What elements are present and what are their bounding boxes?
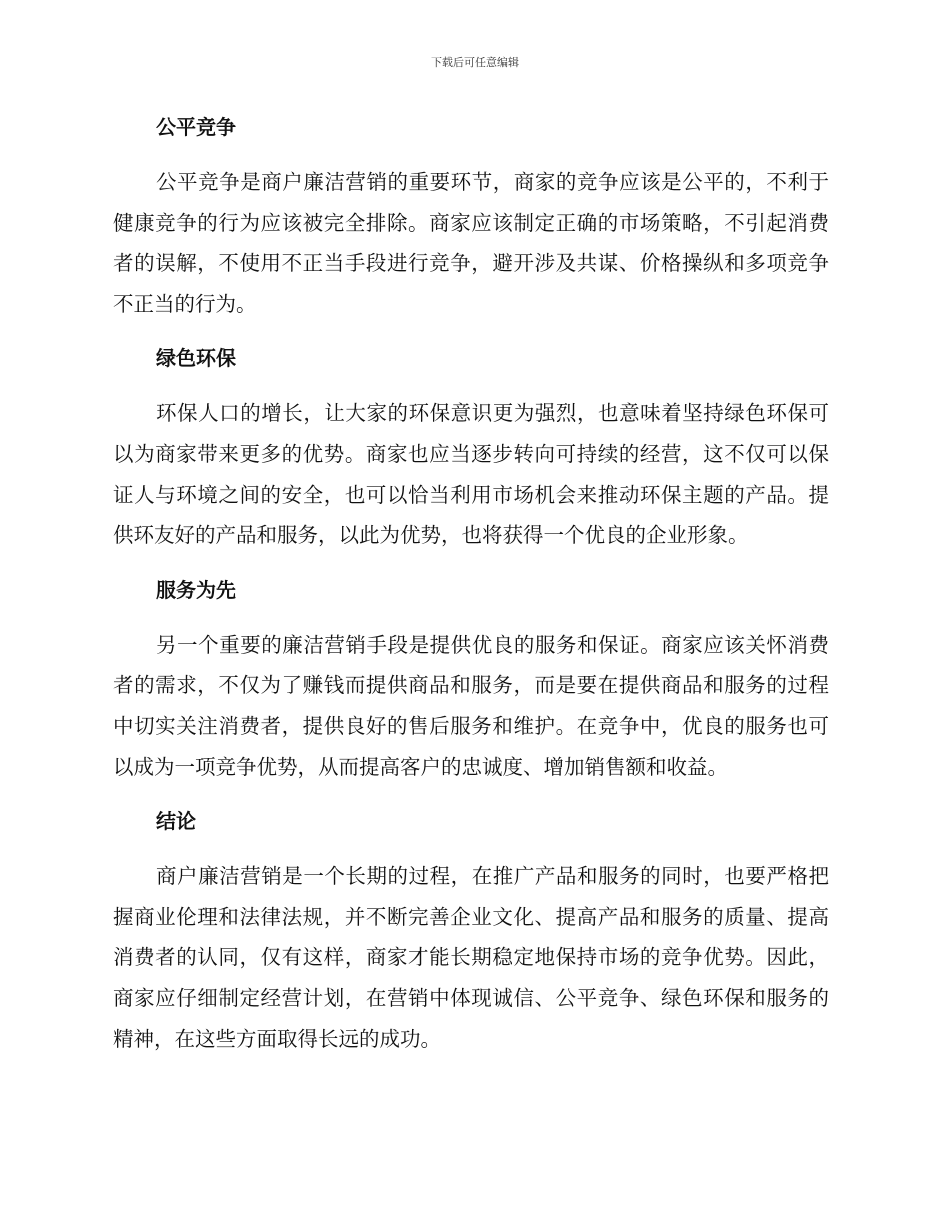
section-heading-service-first: 服务为先 — [156, 577, 236, 602]
section-heading-conclusion: 结论 — [156, 809, 196, 834]
section-paragraph-fair-competition: 公平竞争是商户廉洁营销的重要环节，商家的竞争应该是公平的，不利于健康竞争的行为应该被完全排除。商家应该制定正确的市场策略，不引起消费者的误解，不使用不正当手段进行竞争，避开涉及共谋、价格操纵和多项竞争不正当的行为。 — [113, 170, 829, 316]
section-heading-green-environment: 绿色环保 — [156, 346, 236, 371]
section-heading-fair-competition: 公平竞争 — [156, 115, 236, 139]
page-header: 下载后可任意编辑 — [431, 56, 519, 69]
section-paragraph-service-first: 另一个重要的廉洁营销手段是提供优良的服务和保证。商家应该关怀消费者的需求，不仅为了赚钱而提供商品和服务，而是要在提供商品和服务的过程中切实关注消费者，提供良好的售后服务和维护。在竞争中，优良的服务也可以成为一项竞争优势，从而提高客户的忠诚度、增加销售额和收益。 — [113, 632, 829, 779]
section-paragraph-conclusion: 商户廉洁营销是一个长期的过程，在推广产品和服务的同时，也要严格把握商业伦理和法律法规，并不断完善企业文化、提高产品和服务的质量、提高消费者的认同，仅有这样，商家才能长期稳定地保持市场的竞争优势。因此，商家应仔细制定经营计划，在营销中体现诚信、公平竞争、绿色环保和服务的精神，在这些方面取得长远的成功。 — [113, 864, 829, 1051]
document-body — [113, 108, 829, 1059]
section-paragraph-green-environment: 环保人口的增长，让大家的环保意识更为强烈，也意味着坚持绿色环保可以为商家带来更多的优势。商家也应当逐步转向可持续的经营，这不仅可以保证人与环境之间的安全，也可以恰当利用市场机会来推动环保主题的产品。提供环友好的产品和服务，以此为优势，也将获得一个优良的企业形象。 — [113, 401, 829, 548]
